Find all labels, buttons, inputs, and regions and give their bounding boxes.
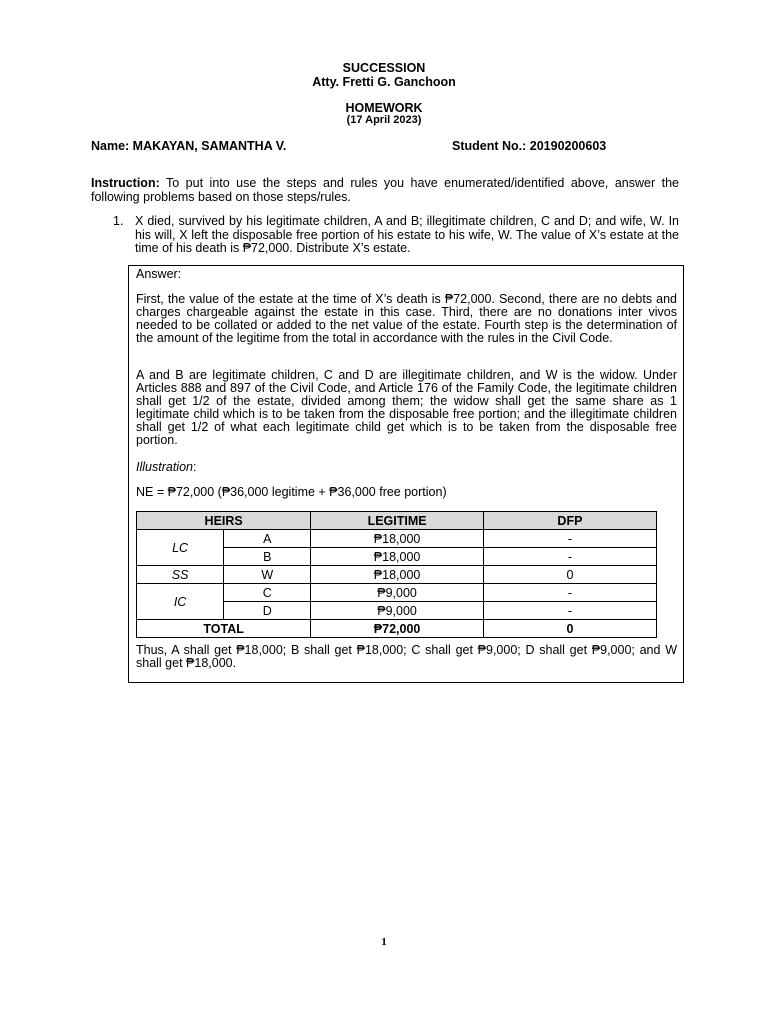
group-surviving-spouse: SS: [137, 566, 224, 584]
net-estate-line: NE = ₱72,000 (₱36,000 legitime + ₱36,000 free portion): [136, 485, 447, 499]
illustration-colon: :: [192, 460, 197, 474]
instruction-label: Instruction:: [91, 176, 160, 190]
dfp-cell: -: [483, 530, 656, 548]
table-row: [137, 584, 657, 602]
homework-heading: HOMEWORK: [345, 101, 423, 115]
question-number: 1.: [113, 214, 124, 228]
group-legitimate-children: LC: [137, 530, 224, 566]
total-dfp: 0: [483, 620, 656, 638]
legitime-cell: ₱18,000: [311, 566, 484, 584]
illustration-heading: [136, 461, 196, 474]
legitime-cell: ₱9,000: [311, 584, 484, 602]
table-row: [137, 530, 657, 548]
table-header-row: [137, 512, 657, 530]
total-legitime: ₱72,000: [311, 620, 484, 638]
legitime-cell: ₱18,000: [311, 530, 484, 548]
answer-paragraph-2: A and B are legitimate children, C and D are illegitimate children, and W is the widow. Under Articles 888 and 897 of the Civil Code, and Article 176 of the Family Code, the legitimate children shall get 1/2 of the estate, divided among them; the widow shall get the same share as 1 legitimate child which is to be taken from the disposable free portion; and the illegitimate children shall get 1/2 of what each legitimate child get which is to be taken from the disposable free portion.: [136, 368, 677, 448]
student-name: Name: MAKAYAN, SAMANTHA V.: [91, 139, 287, 153]
answer-conclusion: Thus, A shall get ₱18,000; B shall get ₱18,000; C shall get ₱9,000; D shall get ₱9,000; and W shall get ₱18,000.: [136, 643, 677, 671]
dfp-cell: -: [483, 602, 656, 620]
heir-cell: A: [224, 530, 311, 548]
header-heirs: HEIRS: [137, 512, 311, 530]
legitime-cell: ₱18,000: [311, 548, 484, 566]
student-info: [91, 139, 691, 153]
question-text: X died, survived by his legitimate children, A and B; illegitimate children, C and D; and wife, W. In his will, X left the disposable free portion of his estate to his wife, W. The value of X’s estate at the time of his death is ₱72,000. Distribute X’s estate.: [135, 214, 679, 255]
dfp-cell: -: [483, 548, 656, 566]
header-legitime: LEGITIME: [311, 512, 484, 530]
student-number: Student No.: 20190200603: [452, 139, 607, 153]
total-label: TOTAL: [137, 620, 311, 638]
answer-label: Answer:: [136, 267, 182, 281]
legitime-cell: ₱9,000: [311, 602, 484, 620]
heir-cell: D: [224, 602, 311, 620]
heir-cell: W: [224, 566, 311, 584]
instruction-text: To put into use the steps and rules you have enumerated/identified above, answer the following problems based on those steps/rules.: [91, 176, 679, 204]
instructor-name: Atty. Fretti G. Ganchoon: [312, 75, 456, 89]
heir-cell: B: [224, 548, 311, 566]
answer-paragraph-1: First, the value of the estate at the time of X’s death is ₱72,000. Second, there are no debts and charges chargeable against the estate in this case. Third, there are no donations inter vivos needed to be collated or added to the net value of the estate. Fourth step is the determination of the amount of the legitime from the total in accordance with the rules in the Civil Code.: [136, 292, 677, 346]
distribution-table: [136, 511, 657, 638]
illustration-label: Illustration: [136, 460, 193, 474]
table-total-row: [137, 620, 657, 638]
dfp-cell: -: [483, 584, 656, 602]
instruction: [91, 177, 679, 204]
page-number: 1: [381, 936, 387, 948]
homework-date: (17 April 2023): [346, 114, 422, 126]
table-row: [137, 566, 657, 584]
course-title: SUCCESSION: [342, 61, 426, 75]
group-illegitimate-children: IC: [137, 584, 224, 620]
heir-cell: C: [224, 584, 311, 602]
question-1: [91, 215, 679, 256]
dfp-cell: 0: [483, 566, 656, 584]
header-dfp: DFP: [483, 512, 656, 530]
